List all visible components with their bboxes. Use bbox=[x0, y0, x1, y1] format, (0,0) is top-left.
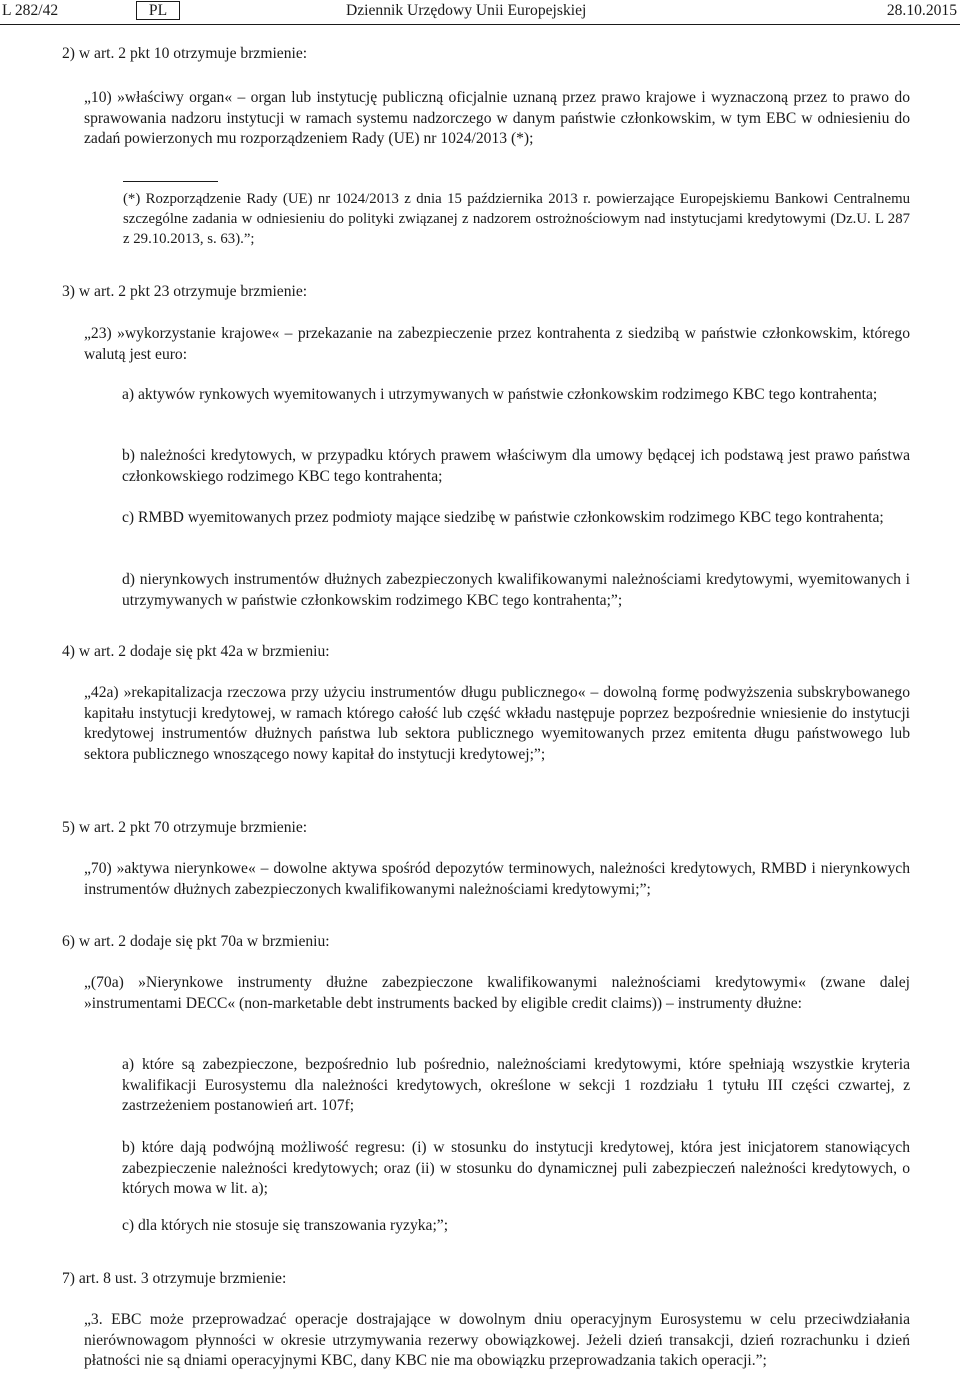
amendment-2-text: „10) »właściwy organ« – organ lub instytucję publiczną oficjalnie uznaną przez prawo krajowe i wyznaczoną przez to prawo do sprawowania nadzoru instytucji w ramach systemu nadzorczego w danym państwie członkowskim, w tym EBC w odniesieniu do zadań powierzonych mu rozporządzeniem Rady (UE) nr 1024/2013 (*); bbox=[84, 89, 910, 148]
amendment-3-text: „23) »wykorzystanie krajowe« – przekazanie na zabezpieczenie przez kontrahenta z siedzibą w państwie członkowskim, którego walutą jest euro: bbox=[84, 325, 910, 363]
amendment-6-point-a: a) które są zabezpieczone, bezpośrednio lub pośrednio, należnościami kredytowymi, które spełniają wszystkie kryteria kwalifikacji Eurosystemu dla należności kredytowych, określone w sekcji 1 rozdziału 1 tytułu III części czwartej, z zastrzeżeniem postanowień art. 107f; bbox=[122, 1056, 910, 1115]
page-header bbox=[0, 0, 960, 24]
amendment-3-point-c: c) RMBD wyemitowanych przez podmioty mające siedzibę w państwie członkowskim rodzimego KBC tego kontrahenta; bbox=[122, 509, 884, 526]
amendment-6-point-c: c) dla których nie stosuje się transzowania ryzyka;”; bbox=[122, 1217, 449, 1234]
publication-date: 28.10.2015 bbox=[886, 2, 957, 19]
amendment-6-point-b: b) które dają podwójną możliwość regresu: (i) w stosunku do instytucji kredytowej, która jest inicjatorem stanowiących zabezpieczenie należności kredytowych; oraz (ii) w stosunku do dynamicznej puli zabezpieczeń należności kredytowych, o których mowa w lit. a); bbox=[122, 1139, 910, 1198]
amendment-6-text: „(70a) »Nierynkowe instrumenty dłużne zabezpieczone kwalifikowanymi należnościami kredytowymi« (zwane dalej »instrumentami DECC« (non-marketable debt instruments backed by eligible credit claims)) – instrumenty dłużne: bbox=[84, 974, 910, 1012]
amendment-6-intro: 6) w art. 2 dodaje się pkt 70a w brzmieniu: bbox=[62, 933, 330, 950]
page-reference: L 282/42 bbox=[2, 2, 59, 19]
amendment-5-text: „70) »aktywa nierynkowe« – dowolne aktywa spośród depozytów terminowych, należności kredytowych, RMBD i nierynkowych instrumentów dłużnych zabezpieczonych kwalifikowanymi należnościami kredytowymi;”; bbox=[84, 860, 910, 898]
amendment-4-text: „42a) »rekapitalizacja rzeczowa przy użyciu instrumentów długu publicznego« – dowolną formę podwyższenia subskrybowanego kapitału instytucji kredytowej, w ramach którego całość lub część wkładu następuje poprzez bezpośrednie wniesienie do instytucji kredytowej instrumentów dłużnych państwa lub sektora publicznego wyemitowanych przez emitenta długu państwowego lub sektora publicznego wnoszącego nowy kapitał do instytucji kredytowej;”; bbox=[84, 684, 910, 763]
amendment-4-intro: 4) w art. 2 dodaje się pkt 42a w brzmieniu: bbox=[62, 643, 330, 660]
amendment-3-point-a: a) aktywów rynkowych wyemitowanych i utrzymywanych w państwie członkowskim rodzimego KBC tego kontrahenta; bbox=[122, 386, 878, 403]
amendment-7-text: „3. EBC może przeprowadzać operacje dostrajające w dowolnym dniu operacyjnym Eurosystemu w celu przeciwdziałania nierównowagom płynności w okresie utrzymywania rezerwy obowiązkowej. Jeżeli dzień transakcji, dzień rozrachunku i dzień płatności nie są dniami operacyjnymi KBC, dany KBC nie ma obowiązku przeprowadzania takich operacji.”; bbox=[84, 1311, 910, 1370]
language-badge: PL bbox=[136, 1, 180, 20]
amendment-3-point-b: b) należności kredytowych, w przypadku których prawem właściwym dla umowy będącej ich podstawą jest prawo państwa członkowskiego rodzimego KBC tego kontrahenta; bbox=[122, 447, 910, 485]
amendment-5-intro: 5) w art. 2 pkt 70 otrzymuje brzmienie: bbox=[62, 819, 308, 836]
footnote-rule bbox=[123, 181, 218, 182]
journal-title: Dziennik Urzędowy Unii Europejskiej bbox=[346, 2, 587, 19]
amendment-3-point-d: d) nierynkowych instrumentów dłużnych zabezpieczonych kwalifikowanymi należnościami kredytowymi, wyemitowanych i utrzymywanych w państwie członkowskim rodzimego KBC tego kontrahenta;”; bbox=[122, 571, 910, 609]
amendment-2-intro: 2) w art. 2 pkt 10 otrzymuje brzmienie: bbox=[62, 45, 308, 62]
amendment-7-intro: 7) art. 8 ust. 3 otrzymuje brzmienie: bbox=[62, 1270, 287, 1287]
header-rule bbox=[0, 24, 960, 25]
footnote-text: (*) Rozporządzenie Rady (UE) nr 1024/2013 z dnia 15 października 2013 r. powierzające Europejskiemu Bankowi Centralnemu szczególne zadania w odniesieniu do polityki związanej z nadzorem ostrożnościowym nad instytucjami kredytowymi (Dz.U. L 287 z 29.10.2013, s. 63).”; bbox=[123, 191, 910, 247]
amendment-3-intro: 3) w art. 2 pkt 23 otrzymuje brzmienie: bbox=[62, 283, 308, 300]
